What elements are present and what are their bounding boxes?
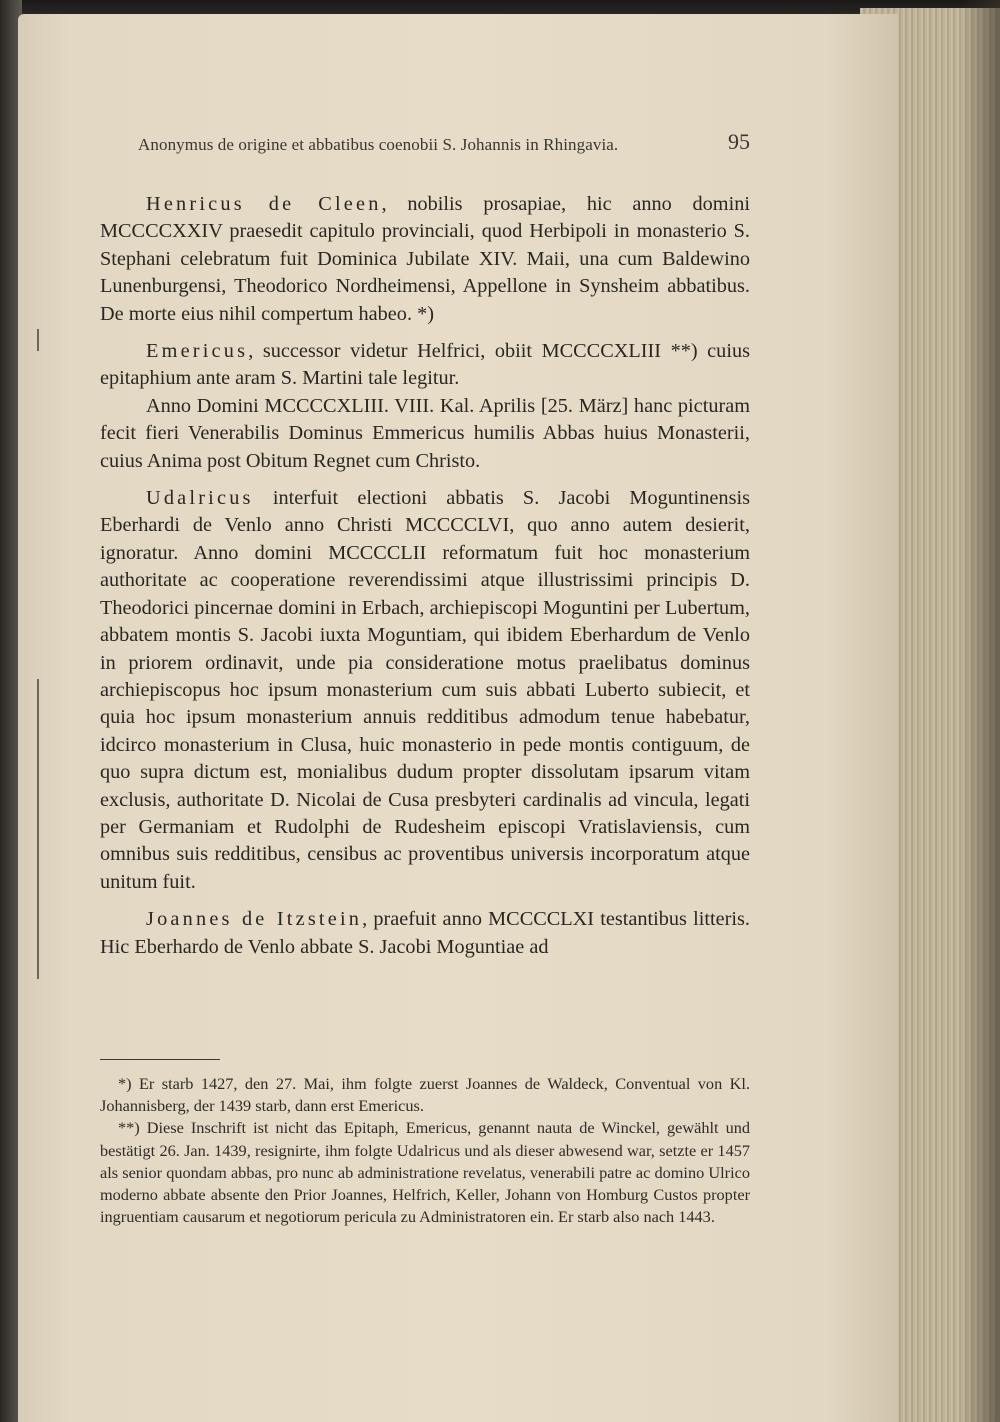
paragraph xyxy=(100,338,750,393)
paragraph-text: , praefuit anno MCCCCLXI testantibus litteris. Hic Eberhardo de Venlo abbate S. Jacobi Moguntiae ad xyxy=(100,908,750,958)
paragraph-text: interfuit electioni abbatis S. Jacobi Moguntinensis Eberhardi de Venlo anno Christi MCCCCLVI, quo anno autem desierit, ignoratur. Anno domini MCCCCLII reformatum fuit hoc monasterium authoritate ac cooperatione reverendissimi atque illustrissimi principis D. Theodorici pincernae domini in Erbach, archiepiscopi Moguntini per Lubertum, abbatem montis S. Jacobi iuxta Moguntiam, qui ibidem Eberhardum de Venlo in priorem ordinavit, unde pia consideratione motus praelibatus dominus archiepiscopus hoc ipsum monasterium cum suis abbati Luberto subiecit, et quia hoc ipsum monasterium annuis redditibus admodum tenue habebatur, idcirco monasterium in Clusa, huic monasterio in pede montis contiguum, de quo supra dictum est, monialibus dudum propter dissolutam ipsarum vitam exclusis, authoritate D. Nicolai de Cusa presbyteri cardinalis ad vincula, legati per Germaniam et Rudolphi de Rudesheim episcopi Vratislaviensis, cum omnibus suis redditibus, censibus ac proventibus universis incorporatum atque unitum fuit. xyxy=(100,487,750,893)
footnotes xyxy=(100,1073,750,1228)
margin-mark xyxy=(37,329,39,351)
abbot-name: Joannes de Itzstein xyxy=(146,908,363,931)
paragraph-text: Anno Domini MCCCCXLIII. VIII. Kal. Aprilis [25. März] hanc picturam fecit fieri Venerabilis Dominus Emmericus humilis Abbas huius Monasterii, cuius Anima post Obitum Regnet cum Christo. xyxy=(100,394,750,472)
page-number: 95 xyxy=(728,129,750,154)
footnote: *) Er starb 1427, den 27. Mai, ihm folgte zuerst Joannes de Waldeck, Conventual von Kl. Johannisberg, der 1439 starb, dann erst Emericus. xyxy=(100,1074,750,1116)
paragraph xyxy=(100,393,750,475)
paragraph xyxy=(100,191,750,328)
running-title: Anonymus de origine et abbatibus coenobii S. Johannis in Rhingavia. xyxy=(138,135,619,154)
abbot-name: Udalricus xyxy=(146,487,254,510)
book-fore-edge-shadow xyxy=(960,0,1000,1422)
margin-mark xyxy=(37,679,39,979)
abbot-name: Henricus de Cleen xyxy=(146,193,382,215)
footnote-rule xyxy=(100,1059,220,1060)
paragraph-text: , successor videtur Helfrici, obiit MCCCCXLIII **) cuius epitaphium ante aram S. Martini tale legitur. xyxy=(100,340,750,390)
main-text xyxy=(100,191,750,961)
running-header xyxy=(100,129,750,163)
paragraph xyxy=(100,906,750,961)
abbot-name: Emericus xyxy=(146,340,249,363)
footnote: **) Diese Inschrift ist nicht das Epitaph, Emericus, genannt nauta de Winckel, gewählt und bestätigt 26. Jan. 1439, resignirte, ihm folgte Udalricus und als dieser abwesend war, setzte er 1457 als senior quondam abbas, pro nunc ab administratione revelatus, venerabili patre ac domino Ulrico moderno abbate absente den Prior Joannes, Helfrich, Keller, Johann von Homburg Custos propter ingruentiam causarum et negotiorum pericula zu Administratoren ein. Er starb also nach 1443. xyxy=(100,1118,750,1227)
book-page xyxy=(18,14,898,1422)
paragraph xyxy=(100,485,750,896)
paragraph-text: , nobilis prosapiae, hic anno domini MCCCCXXIV praesedit capitulo provinciali, quod Herbipoli in monasterio S. Stephani celebratum fuit Dominica Jubilate XIV. Maii, una cum Baldewino Lunenburgensi, Theodorico Nordheimensi, Appellone in Synsheim abbatibus. De morte eius nihil compertum habeo. *) xyxy=(100,193,750,325)
